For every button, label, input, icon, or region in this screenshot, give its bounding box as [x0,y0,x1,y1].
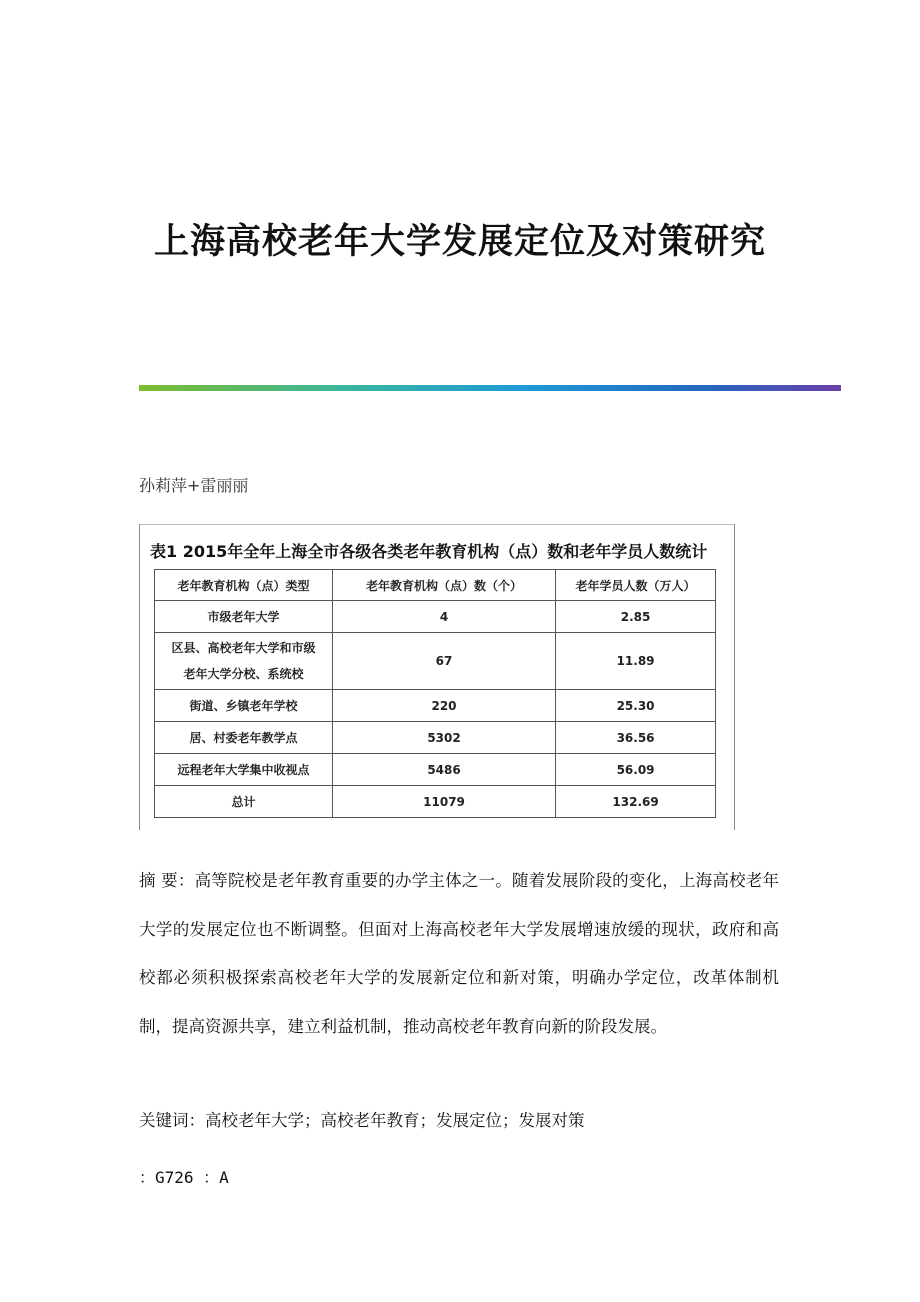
cell-type: 市级老年大学 [155,601,333,633]
keywords [139,1107,585,1131]
header-count: 老年教育机构（点）数（个） [332,570,555,601]
cell-count: 5302 [332,722,555,754]
header-type: 老年教育机构（点）类型 [155,570,333,601]
table-row [155,754,716,786]
abstract [139,857,779,1051]
table-row [155,690,716,722]
cell-students: 36.56 [556,722,716,754]
abstract-label: 摘 要： [139,871,195,890]
table-row [155,601,716,633]
cell-count: 4 [332,601,555,633]
cell-type [155,633,333,690]
cell-type: 远程老年大学集中收视点 [155,754,333,786]
cell-count: 67 [332,633,555,690]
abstract-text: 高等院校是老年教育重要的办学主体之一。随着发展阶段的变化，上海高校老年大学的发展定位也不断调整。但面对上海高校老年大学发展增速放缓的现状，政府和高校都必须积极探索高校老年大学的发展新定位和新对策，明确办学定位，改革体制机制，提高资源共享，建立利益机制，推动高校老年教育向新的阶段发展。 [139,871,779,1036]
table-header-row [155,570,716,601]
classification-number: ：G726 ：A [139,1168,229,1187]
title-divider [139,385,841,391]
table-row-total [155,786,716,818]
authors: 孙莉萍+雷丽丽 [139,476,249,495]
table-row [155,722,716,754]
cell-students: 132.69 [556,786,716,818]
table-row [155,633,716,690]
cell-count: 220 [332,690,555,722]
statistics-table [154,569,716,818]
cell-type: 总计 [155,786,333,818]
cell-count: 11079 [332,786,555,818]
cell-students: 25.30 [556,690,716,722]
document-title: 上海高校老年大学发展定位及对策研究 [153,221,766,262]
table-caption: 表1 2015年全年上海全市各级各类老年教育机构（点）数和老年学员人数统计 [150,542,708,561]
cell-students: 2.85 [556,601,716,633]
cell-students: 56.09 [556,754,716,786]
keywords-label: 关键词： [139,1111,205,1130]
cell-type-line2: 老年大学分校、系统校 [183,667,304,681]
header-students: 老年学员人数（万人） [556,570,716,601]
table-figure [139,524,735,830]
cell-type-line1: 区县、高校老年大学和市级 [171,641,316,655]
cell-students: 11.89 [556,633,716,690]
cell-type: 街道、乡镇老年学校 [155,690,333,722]
keywords-text: 高校老年大学；高校老年教育；发展定位；发展对策 [205,1111,585,1130]
cell-type: 居、村委老年教学点 [155,722,333,754]
cell-count: 5486 [332,754,555,786]
